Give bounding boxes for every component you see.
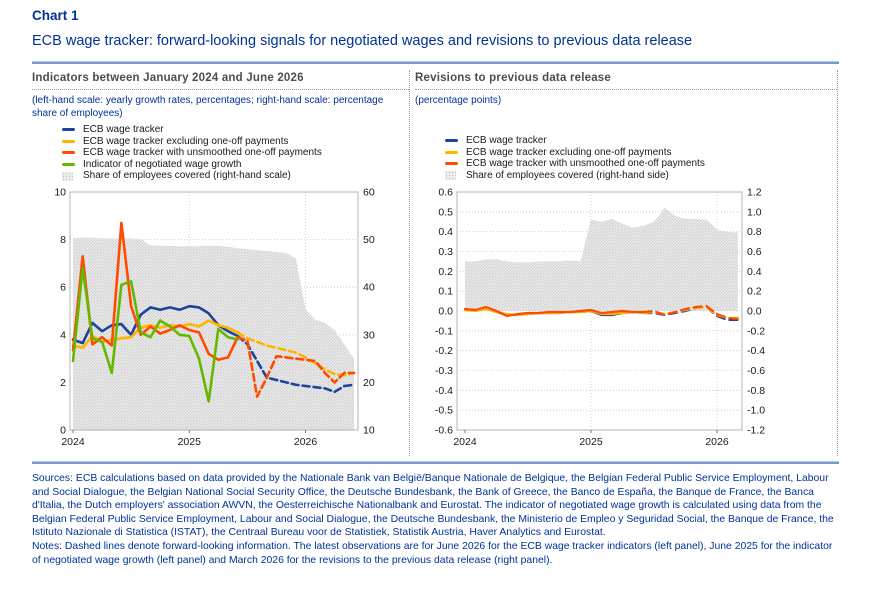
- axis-tick-label: 2025: [177, 436, 201, 448]
- legend-label: Share of employees covered (right-hand scale): [83, 170, 291, 182]
- axis-tick-label: 20: [363, 376, 375, 389]
- axis-tick-label: 40: [363, 281, 375, 294]
- axis-tick-label: 0.3: [438, 246, 453, 258]
- axis-tick-label: 2: [60, 376, 66, 389]
- axis-tick-label: 2024: [453, 436, 477, 448]
- axis-tick-label: -0.6: [747, 365, 766, 377]
- axis-tick-label: 1.2: [747, 186, 762, 199]
- legend-label: ECB wage tracker excluding one-off payments: [466, 146, 672, 158]
- axis-tick-label: 0.4: [438, 226, 453, 239]
- axis-tick-label: 0.0: [747, 305, 762, 318]
- legend-label: ECB wage tracker excluding one-off payments: [83, 135, 289, 147]
- line-swatch: [445, 151, 458, 154]
- legend-item: [62, 147, 409, 159]
- legend-item: [62, 124, 409, 136]
- line-swatch: [62, 151, 75, 154]
- axis-tick-label: -0.5: [434, 404, 453, 417]
- right-panel-legend: [415, 124, 837, 184]
- axis-tick-label: 10: [54, 186, 66, 199]
- axis-tick-label: -0.6: [434, 424, 453, 437]
- axis-tick-label: 2025: [579, 436, 603, 448]
- legend-label: ECB wage tracker with unsmoothed one-off payments: [466, 158, 705, 170]
- chart-panels: [32, 70, 839, 456]
- left-panel: [32, 70, 409, 456]
- legend-item: [445, 158, 837, 170]
- right-panel-heading: Revisions to previous data release: [415, 72, 837, 90]
- axis-tick-label: -0.2: [747, 325, 766, 338]
- axis-tick-label: 0.0: [438, 305, 453, 318]
- legend-label: ECB wage tracker: [466, 135, 547, 146]
- axis-tick-label: 2024: [61, 436, 85, 448]
- axis-tick-label: 0.2: [438, 265, 453, 278]
- legend-label: Share of employees covered (right-hand side): [466, 169, 669, 181]
- axis-tick-label: 8: [60, 234, 66, 247]
- axis-tick-label: -0.4: [747, 345, 766, 358]
- right-panel: [409, 70, 838, 456]
- axis-tick-label: 0.8: [747, 226, 762, 239]
- legend-item: [62, 170, 409, 182]
- axis-tick-label: 0.6: [747, 246, 762, 258]
- legend-item: [445, 135, 837, 147]
- axis-tick-label: -0.1: [434, 325, 453, 338]
- axis-tick-label: 30: [363, 329, 375, 342]
- chart-number-label: Chart 1: [32, 8, 79, 23]
- axis-tick-label: 60: [363, 186, 375, 199]
- axis-tick-label: 0: [60, 424, 66, 437]
- axis-tick-label: -0.2: [434, 345, 453, 358]
- axis-tick-label: 4: [60, 329, 66, 342]
- line-swatch: [62, 163, 75, 166]
- axis-tick-label: 1.0: [747, 206, 762, 219]
- axis-tick-label: 50: [363, 234, 375, 247]
- axis-tick-label: 0.2: [747, 285, 762, 298]
- axis-tick-label: 2026: [293, 436, 318, 448]
- axis-tick-label: 10: [363, 424, 375, 437]
- footer: [32, 472, 839, 567]
- title-divider: [32, 61, 839, 64]
- legend-item: [62, 159, 409, 171]
- left-panel-heading: Indicators between January 2024 and June 2026: [32, 72, 409, 90]
- sources-text: Sources: ECB calculations based on data provided by the Nationale Bank van België/Banque Nationale de Belgique, the Belgian Federal Public Service Employment, Labour and Social Dialogue, the Belgian National Social Security Office, the Deutsche Bundesbank, the Bank of Greece, the Banco de España, the Banque de France, the Banca d'Italia, the Dutch employers' association AWVN, the Oesterreichische Nationalbank and Eurostat. The indicator of negotiated wage growth is calculated using data from the Belgian Federal Public Service Employment, Labour and Social Dialogue, the Deutsche Bundesbank, the Ministerio de Empleo y Seguridad Social, the Banque de France, the Istituto Nazionale di Statistica (ISTAT), the Centraal Bureau voor de Statistiek, Statistik Austria, Haver Analytics and Eurostat.: [32, 473, 834, 539]
- line-swatch: [445, 162, 458, 165]
- line-swatch: [62, 128, 75, 131]
- axis-tick-label: 0.6: [438, 186, 453, 199]
- legend-item: [445, 170, 837, 182]
- left-panel-legend: [32, 124, 409, 184]
- right-panel-unit-note: (percentage points): [415, 95, 502, 106]
- area-pattern-swatch: [62, 172, 73, 181]
- line-swatch: [62, 140, 75, 143]
- legend-label: Indicator of negotiated wage growth: [83, 158, 242, 170]
- axis-tick-label: 0.5: [438, 206, 453, 219]
- axis-tick-label: 6: [60, 281, 66, 294]
- axis-tick-label: -0.3: [434, 365, 453, 377]
- left-chart: [32, 184, 409, 456]
- legend-item: [445, 147, 837, 159]
- axis-tick-label: 0.1: [438, 285, 453, 298]
- axis-tick-label: -0.4: [434, 384, 453, 397]
- legend-label: ECB wage tracker with unsmoothed one-off payments: [83, 147, 322, 159]
- right-chart: [415, 184, 838, 456]
- line-swatch: [445, 139, 458, 142]
- area-pattern-swatch: [445, 171, 456, 180]
- page-title: ECB wage tracker: forward-looking signals for negotiated wages and revisions to previous data release: [32, 33, 693, 49]
- axis-tick-label: -1.0: [747, 404, 766, 417]
- footer-divider: [32, 461, 839, 464]
- legend-label: ECB wage tracker: [83, 124, 164, 135]
- axis-tick-label: -1.2: [747, 424, 766, 437]
- left-panel-unit-note: (left-hand scale: yearly growth rates, percentages; right-hand scale: percentage share of employees): [32, 95, 384, 119]
- axis-tick-label: 0.4: [747, 265, 762, 278]
- axis-tick-label: -0.8: [747, 384, 766, 397]
- legend-item: [62, 136, 409, 148]
- notes-text: Notes: Dashed lines denote forward-looking information. The latest observations are for June 2026 for the ECB wage tracker indicators (left panel), June 2025 for the indicator of negotiated wage growth (left panel) and March 2026 for the revisions to the previous data release (right panel).: [32, 540, 833, 566]
- axis-tick-label: 2026: [705, 436, 729, 448]
